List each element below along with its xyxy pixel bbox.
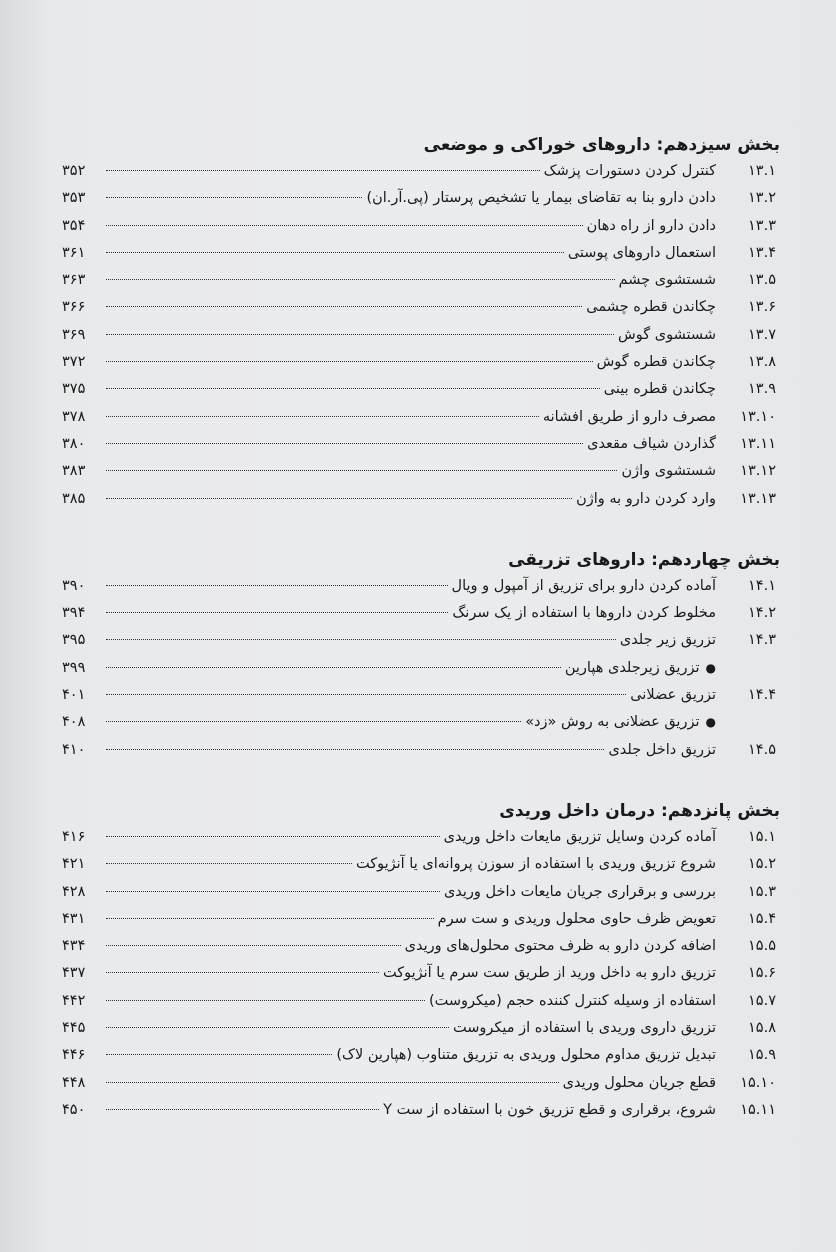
dot-leader [106, 334, 614, 335]
entry-page-number: ۴۴۸ [62, 1074, 86, 1091]
entry-title: تزریق عضلانی به روش «زد» [525, 714, 700, 731]
entry-page-number: ۳۹۰ [62, 577, 86, 594]
entry-title: تزریق عضلانی [630, 687, 716, 704]
dot-leader [106, 306, 582, 307]
toc-section [62, 132, 780, 513]
toc-entry [62, 376, 780, 403]
entry-number: ۱۵.۳ [748, 883, 776, 900]
entry-title: تزریق زیرجلدی هپارین [564, 659, 700, 676]
dot-leader [106, 891, 440, 892]
entry-page-number: ۳۷۲ [62, 354, 86, 371]
toc-entry [62, 458, 780, 485]
entry-page-number: ۴۲۱ [62, 856, 86, 873]
entry-number: ۱۴.۵ [748, 741, 776, 758]
dot-leader [106, 498, 572, 499]
toc-entry [62, 213, 780, 240]
toc-entry [62, 1015, 780, 1042]
entry-page-number: ۳۸۵ [62, 490, 86, 507]
toc-entry [62, 879, 780, 906]
toc-entry [62, 960, 780, 987]
toc-entry [62, 185, 780, 212]
entry-page-number: ۳۸۳ [62, 463, 86, 480]
toc-section [62, 798, 780, 1124]
dot-leader [106, 836, 440, 837]
entry-number: ۱۳.۸ [748, 354, 776, 371]
dot-leader [106, 197, 362, 198]
dot-leader [106, 252, 564, 253]
entry-number: ۱۵.۸ [748, 1020, 776, 1037]
toc-entry [62, 824, 780, 851]
entry-page-number: ۴۵۰ [62, 1101, 86, 1118]
entry-number: ۱۵.۵ [748, 938, 776, 955]
entry-title: شروع، برقراری و قطع تزریق خون با استفاده از ست Y [383, 1101, 716, 1118]
dot-leader [106, 443, 583, 444]
toc-entry [62, 267, 780, 294]
entry-title: تزریق داخل جلدی [608, 741, 716, 758]
entry-page-number: ۴۴۶ [62, 1047, 86, 1064]
entry-number: ۱۴.۴ [748, 687, 776, 704]
toc-entry [62, 655, 780, 682]
entry-title: آماده کردن وسایل تزریق مایعات داخل وریدی [443, 828, 716, 845]
toc-entry [62, 1097, 780, 1124]
entry-title: دادن دارو از راه دهان [586, 217, 716, 234]
entry-page-number: ۳۵۳ [62, 190, 86, 207]
dot-leader [106, 863, 352, 864]
entry-title: مصرف دارو از طریق افشانه [542, 408, 716, 425]
entry-number: ۱۴.۱ [748, 577, 776, 594]
dot-leader [106, 225, 583, 226]
entry-number: ۱۵.۹ [748, 1047, 776, 1064]
dot-leader [106, 1082, 559, 1083]
entry-page-number: ۴۳۷ [62, 965, 86, 982]
dot-leader [106, 972, 379, 973]
entry-page-number: ۴۳۱ [62, 910, 86, 927]
dot-leader [106, 749, 604, 750]
dot-leader [106, 361, 593, 362]
dot-leader [106, 694, 626, 695]
entry-page-number: ۳۹۹ [62, 659, 86, 676]
dot-leader [106, 721, 521, 722]
entry-page-number: ۳۵۴ [62, 217, 86, 234]
entry-number: ۱۵.۷ [748, 992, 776, 1009]
dot-leader [106, 416, 539, 417]
entry-title: شستشوی چشم [618, 272, 716, 289]
entry-title: چکاندن قطره چشمی [586, 299, 716, 316]
toc-entry [62, 573, 780, 600]
bullet-icon: ● [705, 715, 716, 730]
toc-entry [62, 240, 780, 267]
dot-leader [106, 1054, 332, 1055]
toc-entry [62, 682, 780, 709]
entry-number: ۱۳.۴ [748, 244, 776, 261]
entry-number: ۱۳.۱۲ [740, 463, 776, 480]
entry-title: مخلوط کردن داروها با استفاده از یک سرنگ [452, 605, 716, 622]
entry-page-number: ۳۹۴ [62, 605, 86, 622]
dot-leader [106, 612, 448, 613]
entry-number: ۱۵.۲ [748, 856, 776, 873]
entry-number: ۱۳.۶ [748, 299, 776, 316]
toc-entry [62, 906, 780, 933]
dot-leader [106, 1109, 379, 1110]
entry-page-number: ۳۷۸ [62, 408, 86, 425]
dot-leader [106, 170, 540, 171]
table-of-contents [62, 132, 780, 1158]
section-title: بخش سیزدهم: داروهای خوراکی و موضعی [423, 135, 780, 155]
entry-title: گذاردن شیاف مقعدی [587, 435, 716, 452]
entry-title: قطع جریان محلول وریدی [562, 1074, 716, 1091]
toc-entry [62, 294, 780, 321]
entry-page-number: ۴۴۲ [62, 992, 86, 1009]
toc-entry [62, 851, 780, 878]
entry-page-number: ۳۵۲ [62, 163, 86, 179]
toc-entry [62, 431, 780, 458]
entry-page-number: ۳۸۰ [62, 435, 86, 452]
entry-number: ۱۵.۱۰ [740, 1074, 776, 1091]
entry-title: آماده کردن دارو برای تزریق از آمپول و ویال [451, 577, 716, 594]
entry-page-number: ۴۱۰ [62, 741, 86, 758]
entry-number: ۱۵.۴ [748, 910, 776, 927]
entry-title: چکاندن قطره گوش [596, 354, 716, 371]
toc-entry [62, 322, 780, 349]
toc-entry [62, 349, 780, 376]
entry-title: تزریق دارو به داخل ورید از طریق ست سرم یا آنژیوکت [382, 965, 716, 982]
entry-title: استعمال داروهای پوستی [567, 244, 716, 261]
dot-leader [106, 279, 615, 280]
entry-page-number: ۳۶۱ [62, 244, 86, 261]
toc-entry [62, 988, 780, 1015]
section-title: بخش پانزدهم: درمان داخل وریدی [499, 800, 780, 821]
toc-entry [62, 1042, 780, 1069]
entry-page-number: ۴۲۸ [62, 883, 86, 900]
toc-section [62, 547, 780, 764]
entry-title: شروع تزریق وریدی با استفاده از سوزن پروانه‌ای یا آنژیوکت [355, 856, 716, 873]
entry-number: ۱۳.۲ [748, 190, 776, 207]
entry-page-number: ۴۰۸ [62, 714, 86, 731]
dot-leader [106, 945, 401, 946]
toc-entry [62, 709, 780, 736]
entry-page-number: ۳۷۵ [62, 381, 86, 398]
entry-title: دادن دارو بنا به تقاضای بیمار یا تشخیص پرستار (پی.آر.ان) [366, 190, 716, 207]
entry-title: تزریق داروی وریدی با استفاده از میکروست [452, 1020, 716, 1037]
entry-title: استفاده از وسیله کنترل کننده حجم (میکروست) [428, 992, 716, 1009]
toc-entry [62, 600, 780, 627]
toc-entry [62, 404, 780, 431]
bullet-icon: ● [705, 660, 716, 675]
entry-number: ۱۳.۱ [748, 163, 776, 179]
entry-title: وارد کردن دارو به واژن [576, 490, 716, 507]
dot-leader [106, 585, 448, 586]
entry-number: ۱۳.۷ [748, 326, 776, 343]
entry-number: ۱۵.۱ [748, 828, 776, 845]
dot-leader [106, 1027, 449, 1028]
entry-page-number: ۳۹۵ [62, 632, 86, 649]
entry-title: تبدیل تزریق مداوم محلول وریدی به تزریق متناوب (هپارین لاک) [336, 1047, 716, 1064]
entry-page-number: ۳۶۶ [62, 299, 86, 316]
entry-page-number: ۳۶۳ [62, 272, 86, 289]
entry-title: اضافه کردن دارو به ظرف محتوی محلول‌های وریدی [404, 938, 716, 955]
entry-page-number: ۴۱۶ [62, 828, 86, 845]
entry-number: ۱۳.۹ [748, 381, 776, 398]
entry-number: ۱۳.۵ [748, 272, 776, 289]
entry-page-number: ۴۳۴ [62, 938, 86, 955]
dot-leader [106, 639, 616, 640]
toc-entry [62, 737, 780, 764]
section-title: بخش چهاردهم: داروهای تزریقی [508, 549, 780, 570]
entry-number: ۱۴.۳ [748, 632, 776, 649]
entry-page-number: ۳۶۹ [62, 326, 86, 343]
entry-number: ۱۳.۳ [748, 217, 776, 234]
toc-entry [62, 933, 780, 960]
dot-leader [106, 667, 561, 668]
entry-title: چکاندن قطره بینی [603, 381, 716, 398]
dot-leader [106, 918, 434, 919]
dot-leader [106, 470, 617, 471]
entry-number: ۱۵.۱۱ [740, 1101, 776, 1118]
entry-title: تعویض ظرف حاوی محلول وریدی و ست سرم [437, 910, 716, 927]
entry-page-number: ۴۰۱ [62, 687, 86, 704]
toc-entry [62, 158, 780, 185]
toc-entry [62, 627, 780, 654]
entry-number: ۱۳.۱۱ [740, 435, 776, 452]
entry-number: ۱۵.۶ [748, 965, 776, 982]
entry-page-number: ۴۴۵ [62, 1020, 86, 1037]
entry-title: بررسی و برقراری جریان مایعات داخل وریدی [443, 883, 716, 900]
toc-entry [62, 486, 780, 513]
entry-number: ۱۴.۲ [748, 605, 776, 622]
entry-number: ۱۳.۱۰ [740, 408, 776, 425]
entry-title: کنترل کردن دستورات پزشک [543, 163, 716, 179]
dot-leader [106, 1000, 425, 1001]
entry-number: ۱۳.۱۳ [740, 490, 776, 507]
entry-title: شستشوی گوش [618, 326, 716, 343]
entry-title: شستشوی واژن [621, 463, 716, 480]
entry-title: تزریق زیر جلدی [619, 632, 716, 649]
dot-leader [106, 388, 600, 389]
toc-entry [62, 1070, 780, 1097]
